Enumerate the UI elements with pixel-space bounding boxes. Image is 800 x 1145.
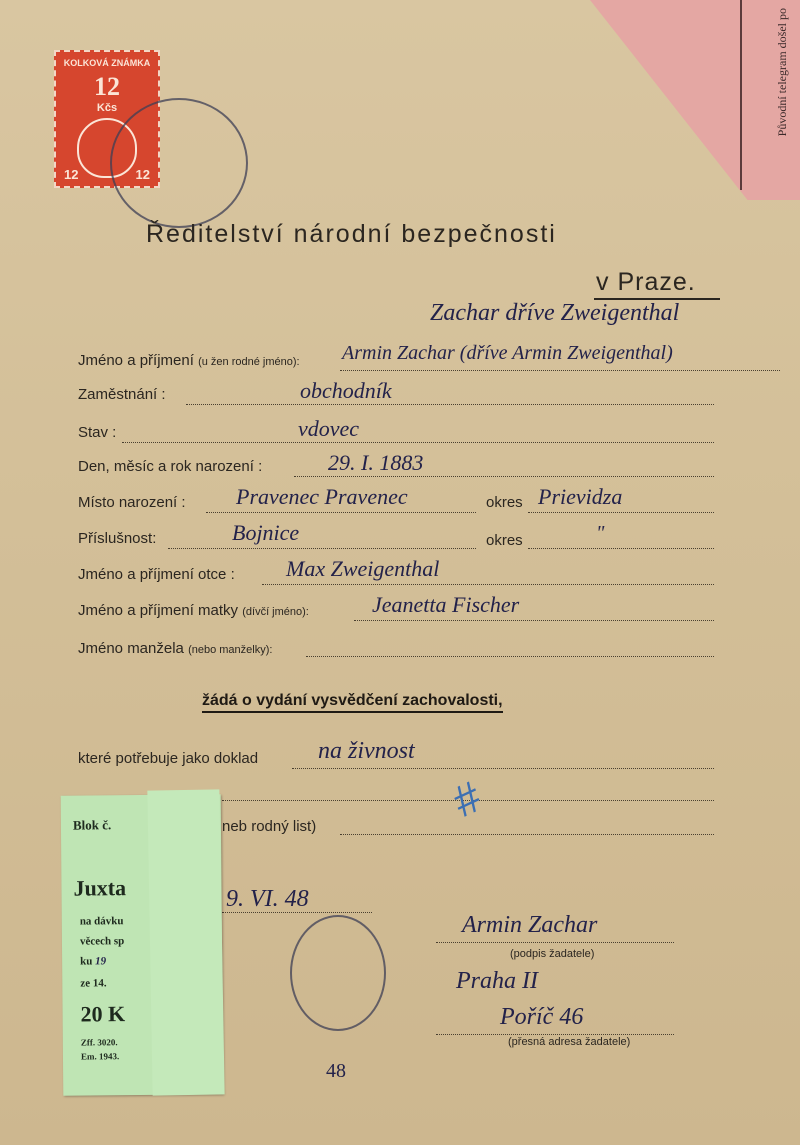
signature-dotted-line — [436, 942, 674, 943]
request-heading: žádá o vydání vysvědčení zachovalosti, — [202, 692, 503, 713]
name-label-text: Jméno a příjmení — [78, 352, 194, 369]
job-value: obchodník — [300, 378, 392, 403]
office-seal-lower — [290, 915, 386, 1031]
handwritten-name-change: Zachar dříve Zweigenthal — [430, 300, 680, 326]
telegram-note: Původní telegram došel po — [775, 8, 789, 137]
father-value: Max Zweigenthal — [286, 556, 440, 581]
district2-dotted-line — [528, 548, 714, 549]
birth-list-label: neb rodný list) — [222, 818, 317, 835]
date-dotted-line — [222, 912, 372, 913]
address-line-1: Praha II — [456, 968, 538, 994]
name-value: Armin Zachar (dříve Armin Zweigenthal) — [342, 342, 673, 364]
birthplace-label: Místo narození : — [78, 494, 186, 511]
mother-label-text: Jméno a příjmení matky — [78, 602, 239, 619]
stamp-value-right: 12 — [135, 167, 150, 182]
blue-cross-mark: # — [445, 772, 489, 827]
stamp-value-left: 12 — [64, 167, 79, 182]
district2-value: " — [596, 522, 605, 544]
document-title: Ředitelství národní bezpečnosti — [146, 220, 557, 248]
ticket-blok: Blok č. — [72, 817, 112, 833]
spouse-label-text: Jméno manžela — [78, 640, 184, 657]
purpose-label: které potřebuje jako doklad — [78, 750, 259, 767]
belonging-dotted-line — [168, 548, 476, 549]
purpose-dotted-line — [292, 768, 714, 769]
belonging-label: Příslušnost: — [78, 530, 157, 547]
name-dotted-line — [340, 370, 780, 371]
birthplace-value: Pravenec Pravenec — [236, 484, 408, 509]
ticket-zff: Zff. 3020. — [80, 1037, 118, 1048]
birth-dotted-line — [294, 476, 714, 477]
address-line-2: Poříč 46 — [500, 1004, 584, 1030]
father-dotted-line — [262, 584, 714, 585]
job-dotted-line — [186, 404, 714, 405]
ticket-line-4: ze 14. — [80, 977, 107, 990]
belonging-value: Bojnice — [232, 520, 300, 545]
mother-note: (dívčí jméno): — [242, 606, 309, 618]
green-slip — [147, 789, 224, 1095]
district2-label: okres — [486, 532, 523, 549]
spouse-label — [78, 640, 272, 657]
date-value: 9. VI. 48 — [226, 886, 309, 912]
status-label: Stav : — [78, 424, 117, 441]
city-line: v Praze. — [596, 268, 696, 296]
ticket-line-3-text: ku — [80, 955, 93, 968]
ticket-amount: 20 K — [80, 1001, 126, 1027]
mother-dotted-line — [354, 620, 714, 621]
father-label: Jméno a příjmení otce : — [78, 566, 235, 583]
page-number: 48 — [326, 1060, 346, 1082]
status-dotted-line — [122, 442, 714, 443]
purpose-value: na živnost — [318, 738, 415, 764]
stamp-value: 12 — [94, 72, 120, 101]
birth-list-dotted-line — [340, 834, 714, 835]
ticket-line-3 — [80, 955, 106, 967]
birthplace-dotted-line — [206, 512, 476, 513]
office-seal — [110, 98, 248, 228]
birth-label: Den, měsíc a rok narození : — [78, 458, 263, 475]
signature-caption: (podpis žadatele) — [510, 948, 595, 960]
spouse-note: (nebo manželky): — [188, 644, 273, 656]
ticket-line-1: na dávku — [79, 915, 124, 928]
address-dotted-line — [436, 1034, 674, 1035]
mother-value: Jeanetta Fischer — [372, 592, 520, 617]
spouse-dotted-line — [306, 656, 714, 657]
address-caption: (přesná adresa žadatele) — [508, 1036, 631, 1048]
job-label: Zaměstnání : — [78, 386, 166, 403]
district-label: okres — [486, 494, 523, 511]
stamp-currency: Kčs — [96, 102, 118, 114]
stamp-header: KOLKOVÁ ZNÁMKA — [63, 58, 151, 68]
ticket-em: Em. 1943. — [80, 1051, 120, 1062]
applicant-signature: Armin Zachar — [462, 912, 598, 938]
name-note: (u žen rodné jméno): — [198, 356, 300, 368]
ticket-line-3-number: 19 — [95, 955, 107, 968]
mother-label — [78, 602, 309, 619]
status-value: vdovec — [298, 416, 360, 441]
district-value: Prievidza — [538, 484, 623, 509]
ticket-line-2: věcech sp — [79, 935, 125, 948]
birth-value: 29. I. 1883 — [328, 450, 424, 475]
district-dotted-line — [528, 512, 714, 513]
ticket-juxta: Juxta — [73, 875, 127, 901]
name-label — [78, 352, 300, 369]
sheet-rule — [740, 0, 742, 190]
